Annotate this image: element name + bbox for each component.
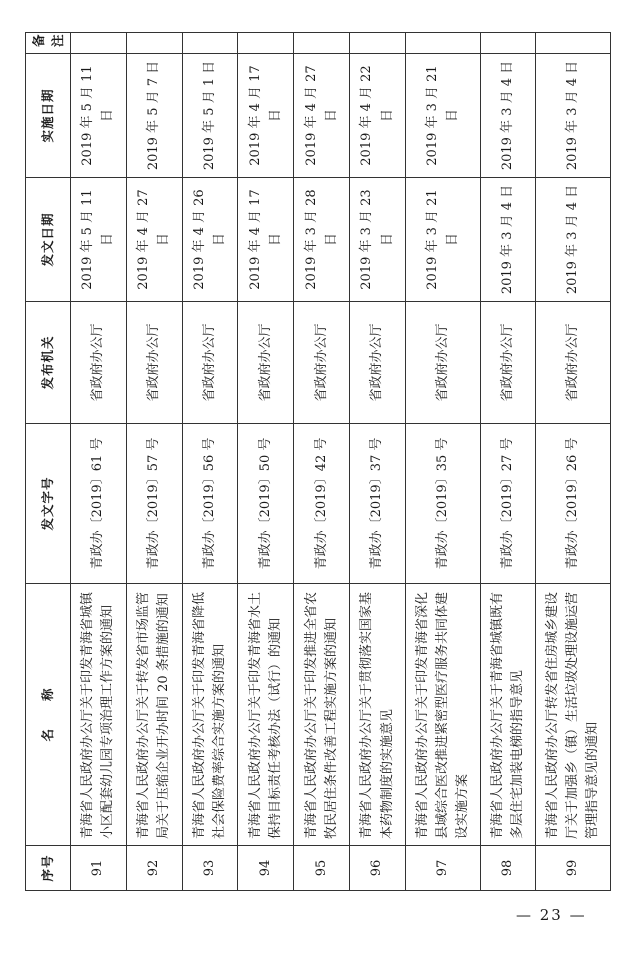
cell-effective-date: 2019 年 5 月 11 日 <box>71 54 127 178</box>
cell-issue-date: 2019 年 3 月 21 日 <box>405 178 480 302</box>
cell-remark <box>350 33 406 54</box>
cell-seq: 93 <box>182 846 238 891</box>
cell-doc-no: 青政办〔2019〕37 号 <box>350 424 406 584</box>
cell-effective-date: 2019 年 4 月 17 日 <box>238 54 294 178</box>
cell-seq: 94 <box>238 846 294 891</box>
cell-issue-date: 2019 年 4 月 27 日 <box>126 178 182 302</box>
table-row <box>182 33 238 891</box>
cell-name: 青海省人民政府办公厅关于印发青海省深化县域综合医改推进紧密型医疗服务共同体建设实施方案 <box>405 584 480 846</box>
header-effective-date: 实施日期 <box>26 54 71 178</box>
table-row <box>480 33 536 891</box>
cell-seq: 95 <box>294 846 350 891</box>
cell-effective-date: 2019 年 4 月 27 日 <box>294 54 350 178</box>
cell-remark <box>126 33 182 54</box>
regulations-table <box>25 32 611 891</box>
table-header-row <box>26 33 71 891</box>
cell-doc-no: 青政办〔2019〕27 号 <box>480 424 536 584</box>
cell-doc-no: 青政办〔2019〕26 号 <box>536 424 611 584</box>
cell-issue-date: 2019 年 3 月 4 日 <box>480 178 536 302</box>
cell-issuer: 省政府办公厅 <box>294 302 350 424</box>
cell-issuer: 省政府办公厅 <box>238 302 294 424</box>
cell-seq: 96 <box>350 846 406 891</box>
header-issue-date: 发文日期 <box>26 178 71 302</box>
cell-issuer: 省政府办公厅 <box>480 302 536 424</box>
cell-issue-date: 2019 年 3 月 23 日 <box>350 178 406 302</box>
cell-remark <box>536 33 611 54</box>
cell-effective-date: 2019 年 4 月 22 日 <box>350 54 406 178</box>
cell-effective-date: 2019 年 5 月 1 日 <box>182 54 238 178</box>
table-row <box>294 33 350 891</box>
cell-issuer: 省政府办公厅 <box>405 302 480 424</box>
cell-name: 青海省人民政府办公厅转发省住房城乡建设厅关于加强乡（镇）生活垃圾处理设施运营管理指导意见的通知 <box>536 584 611 846</box>
cell-remark <box>294 33 350 54</box>
table-row <box>405 33 480 891</box>
cell-issuer: 省政府办公厅 <box>350 302 406 424</box>
table-row <box>71 33 127 891</box>
cell-issue-date: 2019 年 4 月 26 日 <box>182 178 238 302</box>
cell-doc-no: 青政办〔2019〕56 号 <box>182 424 238 584</box>
cell-seq: 98 <box>480 846 536 891</box>
header-issuer: 发布机关 <box>26 302 71 424</box>
cell-doc-no: 青政办〔2019〕42 号 <box>294 424 350 584</box>
cell-issue-date: 2019 年 4 月 17 日 <box>238 178 294 302</box>
table-row <box>350 33 406 891</box>
cell-name: 青海省人民政府办公厅关于印发青海省降低社会保险费率综合实施方案的通知 <box>182 584 238 846</box>
cell-effective-date: 2019 年 3 月 4 日 <box>480 54 536 178</box>
cell-issue-date: 2019 年 5 月 11 日 <box>71 178 127 302</box>
cell-name: 青海省人民政府办公厅关于印发推进全省农牧民居住条件改善工程实施方案的通知 <box>294 584 350 846</box>
cell-remark <box>71 33 127 54</box>
cell-name: 青海省人民政府办公厅关于印发青海省城镇小区配套幼儿园专项治理工作方案的通知 <box>71 584 127 846</box>
rotated-table-page <box>25 33 611 891</box>
cell-remark <box>182 33 238 54</box>
cell-seq: 92 <box>126 846 182 891</box>
header-remark: 备注 <box>26 33 71 54</box>
cell-doc-no: 青政办〔2019〕35 号 <box>405 424 480 584</box>
cell-name: 青海省人民政府办公厅关于青海省城镇既有多层住宅加装电梯的指导意见 <box>480 584 536 846</box>
cell-seq: 91 <box>71 846 127 891</box>
cell-seq: 97 <box>405 846 480 891</box>
table-row <box>126 33 182 891</box>
table-row <box>238 33 294 891</box>
cell-effective-date: 2019 年 5 月 7 日 <box>126 54 182 178</box>
cell-issuer: 省政府办公厅 <box>536 302 611 424</box>
cell-issuer: 省政府办公厅 <box>126 302 182 424</box>
cell-doc-no: 青政办〔2019〕50 号 <box>238 424 294 584</box>
cell-issue-date: 2019 年 3 月 4 日 <box>536 178 611 302</box>
cell-effective-date: 2019 年 3 月 21 日 <box>405 54 480 178</box>
cell-issuer: 省政府办公厅 <box>182 302 238 424</box>
cell-doc-no: 青政办〔2019〕61 号 <box>71 424 127 584</box>
cell-name: 青海省人民政府办公厅关于转发省市场监管局关于压缩企业开办时间 20 条措施的通知 <box>126 584 182 846</box>
cell-name: 青海省人民政府办公厅关于印发青海省水土保持目标责任考核办法（试行）的通知 <box>238 584 294 846</box>
cell-issue-date: 2019 年 3 月 28 日 <box>294 178 350 302</box>
cell-doc-no: 青政办〔2019〕57 号 <box>126 424 182 584</box>
header-name: 名 称 <box>26 584 71 846</box>
header-seq: 序号 <box>26 846 71 891</box>
header-doc-no: 发文字号 <box>26 424 71 584</box>
cell-remark <box>405 33 480 54</box>
cell-issuer: 省政府办公厅 <box>71 302 127 424</box>
page-number: — 23 — <box>516 906 587 924</box>
cell-name: 青海省人民政府办公厅关于贯彻落实国家基本药物制度的实施意见 <box>350 584 406 846</box>
cell-seq: 99 <box>536 846 611 891</box>
table-row <box>536 33 611 891</box>
cell-remark <box>480 33 536 54</box>
cell-remark <box>238 33 294 54</box>
cell-effective-date: 2019 年 3 月 4 日 <box>536 54 611 178</box>
